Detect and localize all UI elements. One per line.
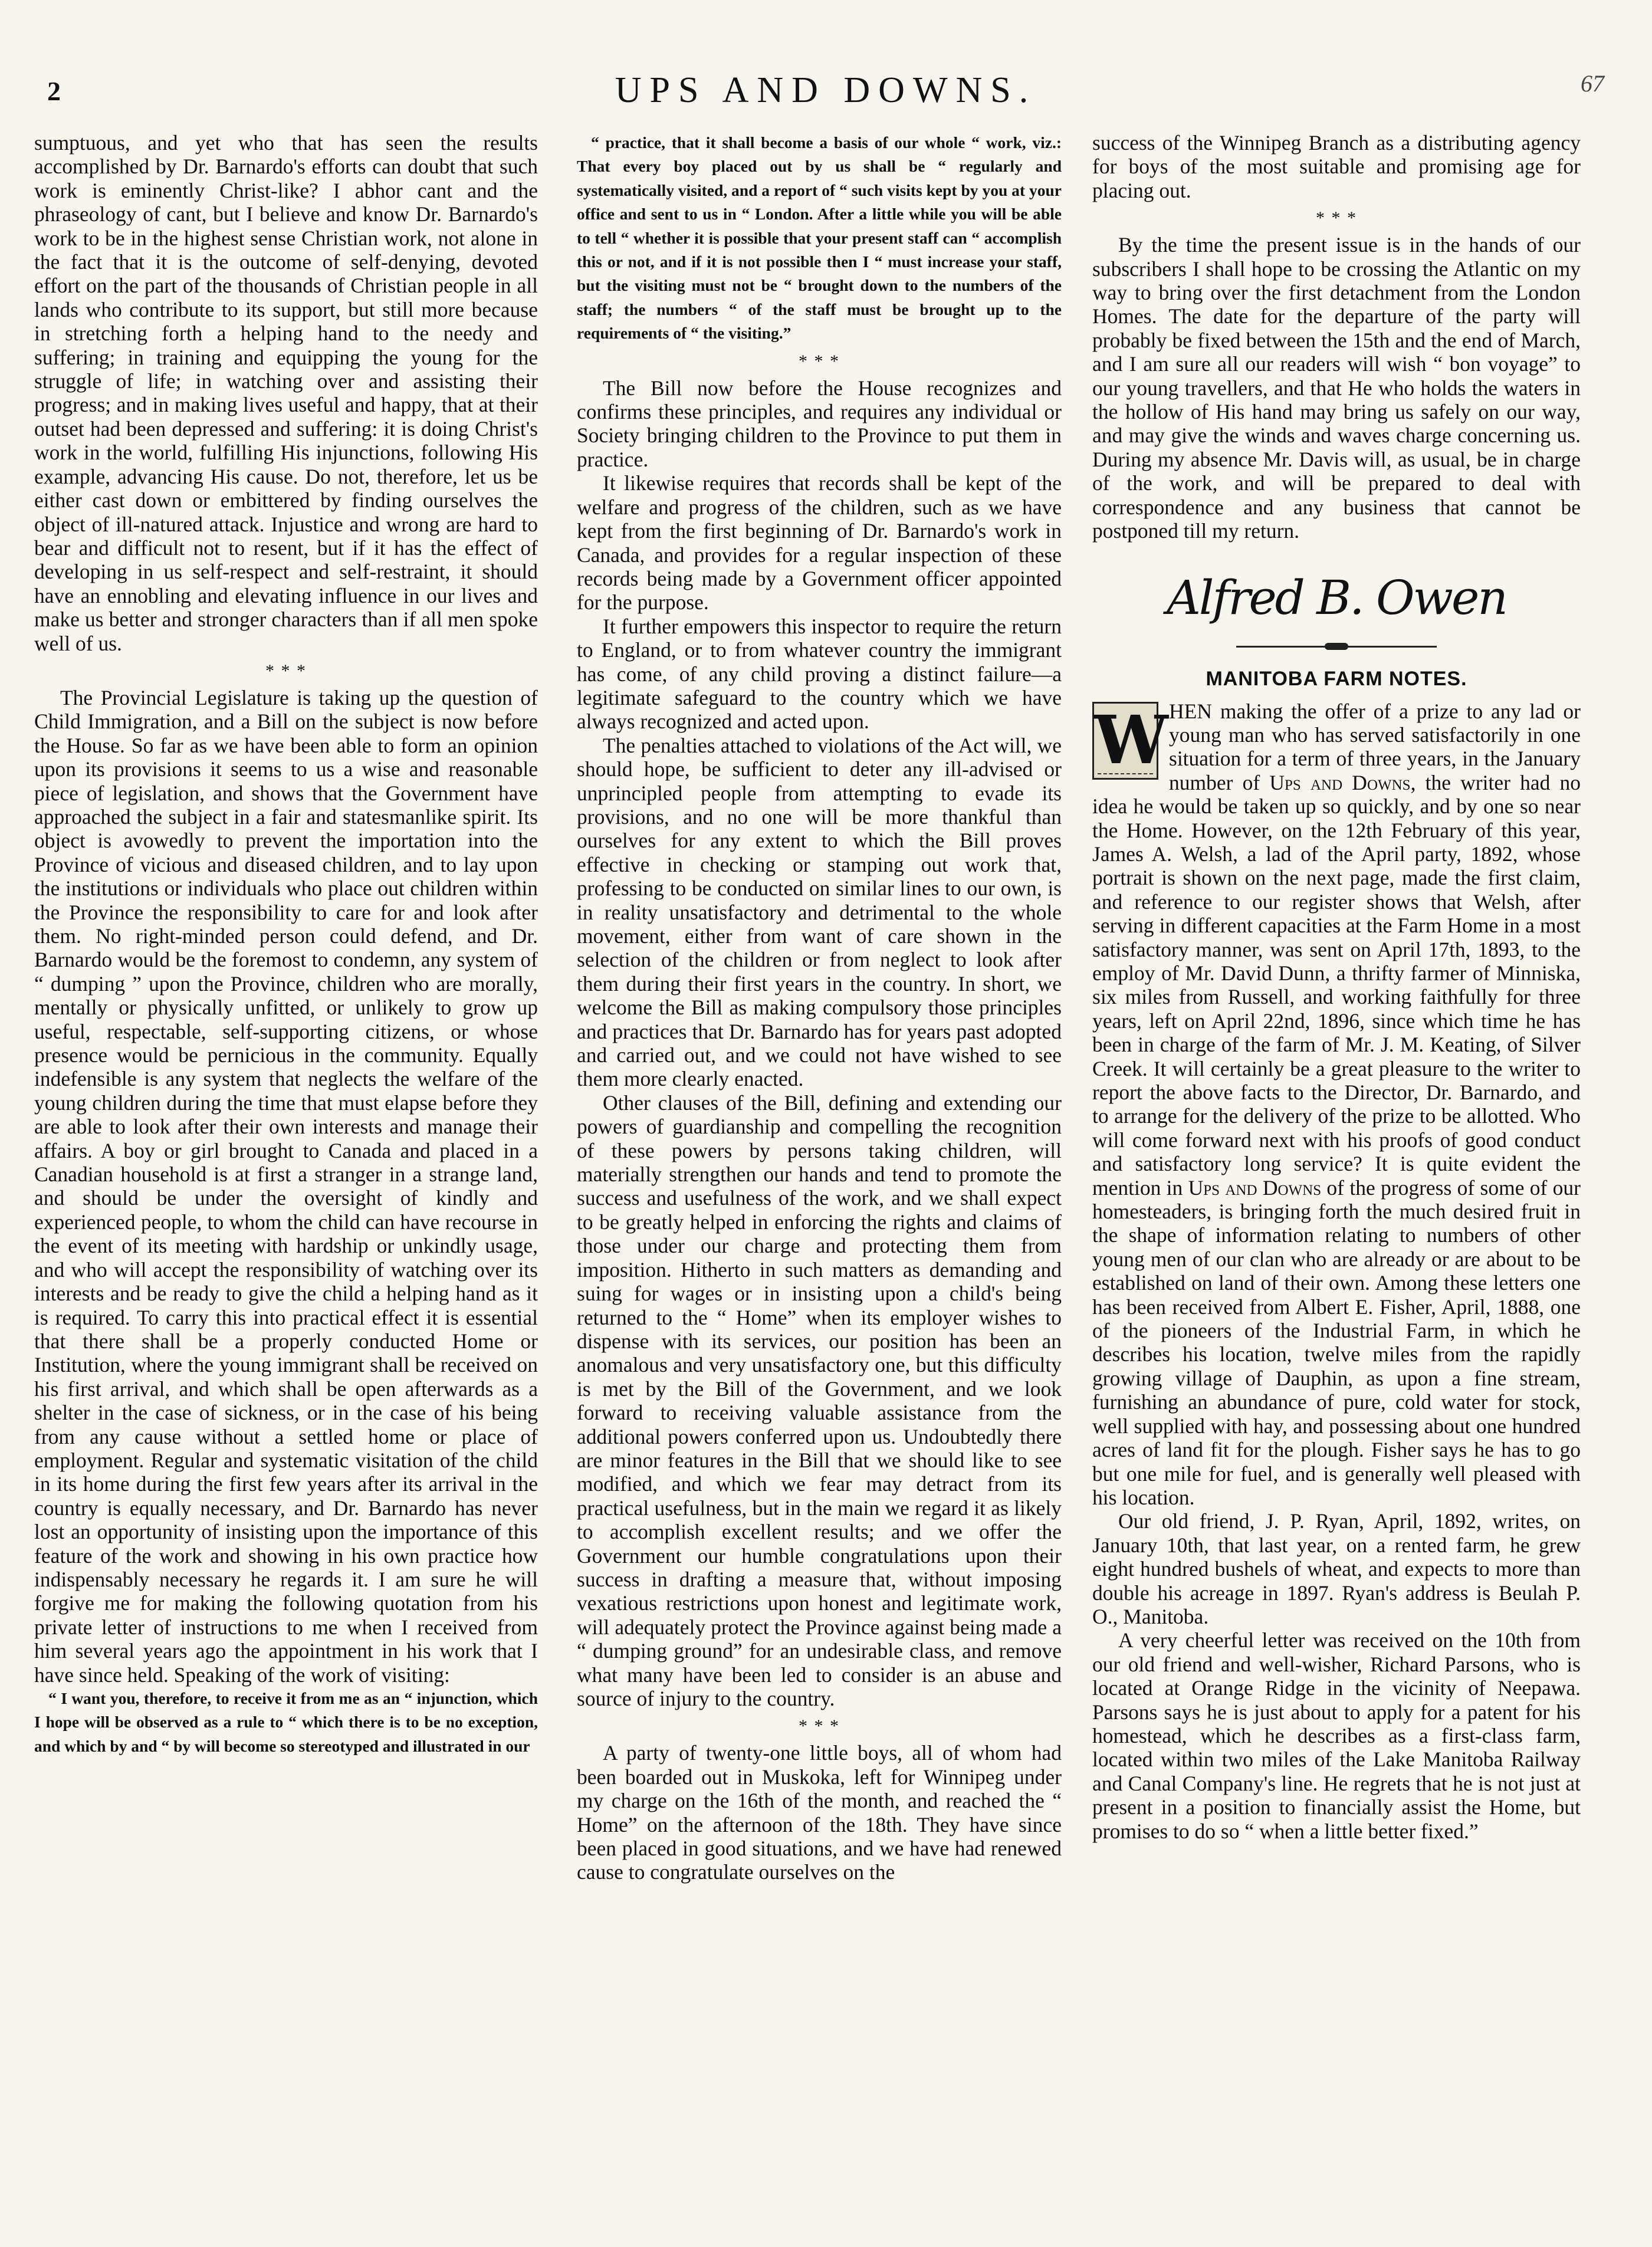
paragraph: The penalties attached to violations of the Act will, we should hope, be sufficient to deter any ill-advised or unprincipled people from attempting to evade its provisions, and no one will be more thankful than ourselves for any extent to which the Bill proves effective in checking or stamping out work that, professing to be conducted on similar lines to our own, is in reality unsatisfactory and detrimental to the whole movement, either from want of care shown in the selection of the children or from neglect to look after them during their first years in the country. In short, we welcome the Bill as making compulsory those principles and practices that Dr. Barnardo has for years past adopted and carried out, and we could not have wished to see them more clearly enacted. (577, 733, 1062, 1091)
page-header (47, 70, 1604, 123)
handwritten-page-mark: 67 (1581, 70, 1604, 97)
page-number: 2 (47, 76, 61, 106)
quotation: “ I want you, therefore, to receive it from me as an “ injunction, which I hope will be observed as a rule to “ which there is to be no exception, and which by and “ by will become so stereotyped and illustrated in our (34, 1689, 538, 1755)
asterism-divider: * * * (799, 351, 840, 371)
paragraph: Our old friend, J. P. Ryan, April, 1892, writes, on January 10th, that last year, on a rented farm, he grew eight hundred bushels of wheat, and expects to more than double his acreage in 1897. Ryan's address is Beulah P. O., Manitoba. (1092, 1509, 1581, 1628)
paragraph: The Provincial Legislature is taking up the question of Child Immigration, and a Bill on the subject is now before the House. So far as we have been able to form an opinion upon its provisions it seems to us a wise and reasonable piece of legislation, and shows that the Government have approached the subject in a fair and statesmanlike spirit. Its object is avowedly to prevent the importation into the Province of vicious and diseased children, and to lay upon the institutions or individuals who place out children within the Province the responsibility to care for and look after them. No right-minded person could defend, and Dr. Barnardo would be the foremost to condemn, any system of “ dumping ” upon the Province, children who are morally, mentally or physically unfitted, or unlikely to grow up useful, respectable, self-supporting citizens, or whose presence would be pernicious in the community. Equally indefensible is any system that neglects the welfare of the young children during the time that must elapse before they are able to look after their own interests and manage their affairs. A boy or girl brought to Canada and placed in a Canadian household is at first a stranger in a strange land, and should be under the oversight of kindly and experienced people, to whom the child can have recourse in the event of its meeting with hardship or unkindly usage, and who will accept the responsibility of watching over its interests and be ready to give the child a helping hand as it is required. To carry this into practical effect it is essential that there shall be a properly conducted Home or Institution, where the young immigrant shall be received on his first arrival, and which shall be open afterwards as a shelter in the case of sickness, or in the case of his being from any cause without a settled home or place of employment. Regular and systematic visitation of the child in its home during the first few years after its arrival in the country is equally necessary, and Dr. Barnardo has never lost an opportunity of insisting upon the importance of this feature of the work and showing in his own practice how indispensably necessary he regards it. I am sure he will forgive me for making the following quotation from his private letter of instructions to me when I received from him several years ago the appointment in his work that I have since held. Speaking of the work of visiting: (34, 685, 538, 1687)
asterism-divider: * * * (1316, 208, 1357, 228)
text-run: HEN making the offer of a prize to any lad or young man who has served satisfactorily in one situation for a term of three years, in the January number of (1169, 699, 1581, 794)
paragraph: It further empowers this inspector to require the return to England, or to from whatever country the immigrant has come, of any child proving a distinct failure—a legitimate safeguard to the country which we have always recognized and acted upon. (577, 614, 1062, 734)
paragraph: It likewise requires that records shall be kept of the welfare and progress of the children, such as we have kept from the first beginning of Dr. Barnardo's work in Canada, and provides for a regular inspection of these records being made by a Government officer appointed for the purpose. (577, 471, 1062, 615)
publication-name: Ups and Downs (1269, 770, 1411, 794)
section-title: MANITOBA FARM NOTES. (1206, 667, 1467, 690)
drop-cap: W (1092, 702, 1158, 780)
masthead-title: UPS AND DOWNS. (615, 70, 1037, 110)
asterism-divider: * * * (265, 661, 307, 681)
paragraph: A very cheerful letter was received on the 10th from our old friend and well-wisher, Richard Parsons, who is located at Orange Ridge in the vicinity of Neepawa. Parsons says he is just about to apply for a patent for his homestead, which he describes as a first-class farm, located within two miles of the Lake Manitoba Railway and Canal Company's line. He regrets that he is not just at present in a position to financially assist the Home, but promises to do so “ when a little better fixed.” (1092, 1628, 1581, 1843)
paragraph: The Bill now before the House recognizes and confirms these principles, and requires any individual or Society bringing children to the Province to put them in practice. (577, 376, 1062, 471)
paragraph: success of the Winnipeg Branch as a distributing agency for boys of the most suitable and promising age for placing out. (1092, 131, 1581, 202)
ornamental-rule (1236, 646, 1437, 648)
signature: Alfred B. Owen (1167, 570, 1506, 625)
publication-name: Ups and Downs (1188, 1175, 1322, 1200)
asterism-divider: * * * (799, 1716, 840, 1736)
quotation: “ practice, that it shall become a basis of our whole “ work, viz.: That every boy placed out by us shall be “ regularly and systematically visited, and a report of “ such visits kept by you at your office and sent to us in “ London. After a little while you will be able to tell “ whether it is possible that your present staff can “ accomplish this or not, and if it is not possible then I “ must increase your staff, but the visiting must not be “ brought down to the numbers of the staff; the numbers “ of the staff must be brought up to the requirements of “ the visiting.” (577, 133, 1062, 343)
column-3 (1092, 131, 1581, 2230)
column-2 (577, 131, 1062, 2230)
paragraph (1092, 699, 1581, 1510)
column-1 (34, 131, 538, 2230)
text-run: of the progress of some of our homesteaders, is bringing forth the much desired fruit in the shape of information relating to numbers of other young men of our clan who are already or are about to be established on land of their own. Among these letters one has been received from Albert E. Fisher, April, 1888, one of the pioneers of the Industrial Farm, in which he describes his location, twelve miles from the rapidly growing village of Dauphin, as upon a fine stream, furnishing an abundance of pure, cold water for stock, well supplied with hay, and possessing about one hundred acres of land fit for the plough. Fisher says he has to go but one mile for fuel, and is generally well pleased with his location. (1092, 1175, 1581, 1509)
paragraph: A party of twenty-one little boys, all of whom had been boarded out in Muskoka, left for Winnipeg under my charge on the 16th of the month, and reached the “ Home” on the afternoon of the 18th. They have since been placed in good situations, and we have had renewed cause to congratulate ourselves on the (577, 1741, 1062, 1884)
paragraph: sumptuous, and yet who that has seen the results accomplished by Dr. Barnardo's efforts can doubt that such work is eminently Christ-like? I abhor cant and the phraseology of cant, but I believe and know Dr. Barnardo's work to be in the highest sense Christian work, not alone in the fact that it is the outcome of self-denying, devoted effort on the part of the thousands of Christian people in all lands who contribute to its support, but still more because in stretching forth a helping hand to the needy and suffering; in training and equipping the young for the struggle of life; in watching over and assisting their progress; and in making lives useful and happy, that at their outset had been depressed and suffering: it is doing Christ's work in the world, fulfilling His injunctions, following His example, advancing His cause. Do not, therefore, let us be either cast down or embittered by finding ourselves the object of ill-natured attack. Injustice and wrong are hard to bear and difficult not to resent, but if it has the effect of developing in us self-respect and self-restraint, it should have an ennobling and elevating influence in our lives and make us better and stronger characters than if all men spoke well of us. (34, 131, 538, 655)
text-run: , the writer had no idea he would be taken up so quickly, and by one so near the Home. However, on the 12th February of this year, James A. Welsh, a lad of the April party, 1892, whose portrait is shown on the next page, made the first claim, and reference to our register shows that Welsh, after serving in different capacities at the Farm Home in a most satisfactory manner, was sent on April 17th, 1893, to the employ of Mr. David Dunn, a thrifty farmer of Minniska, six miles from Russell, and working faithfully for three years, left on April 22nd, 1896, since which time he has been in charge of the farm of Mr. J. M. Keating, of Silver Creek. It will certainly be a great pleasure to the writer to report the above facts to the Director, Dr. Barnardo, and to arrange for the delivery of the prize to be allotted. Who will come forward next with his proofs of good conduct and satisfactory long service? It is quite evident the mention in (1092, 770, 1581, 1200)
paragraph: By the time the present issue is in the hands of our subscribers I shall hope to be crossing the Atlantic on my way to bring over the first detachment from the London Homes. The date for the departure of the party will probably be fixed between the 15th and the end of March, and I am sure all our readers will wish “ bon voyage” to our young travellers, and that He who holds the waters in the hollow of His hand may bring us safely on our way, and may give the winds and waves charge concerning us. During my absence Mr. Davis will, as usual, be in charge of the work, and will be prepared to deal with correspondence and any business that cannot be postponed till my return. (1092, 233, 1581, 543)
paragraph: Other clauses of the Bill, defining and extending our powers of guardianship and compelling the recognition of these powers by persons taking children, will materially strengthen our hands and tend to promote the success and usefulness of the work, and we shall expect to be greatly helped in enforcing the rights and claims of those under our charge and protecting them from imposition. Hitherto in such matters as demanding and suing for wages or in insisting upon a child's being returned to the “ Home” when its employer wishes to dispense with its services, our position has been an anomalous and very unsatisfactory one, but this difficulty is met by the Bill of the Government, and we look forward to receiving valuable assistance from the additional powers conferred upon us. Undoubtedly there are minor features in the Bill that we should like to see modified, and which we fear may detract from its practical usefulness, but in the main we regard it as likely to accomplish excellent results; and we offer the Government our humble congratulations upon their success in drafting a measure that, without imposing vexatious restrictions upon honest and legitimate work, will adequately protect the Province against being made a “ dumping ground” for an undesirable class, and remove what many have been led to consider is an abuse and source of injury to the country. (577, 1090, 1062, 1710)
